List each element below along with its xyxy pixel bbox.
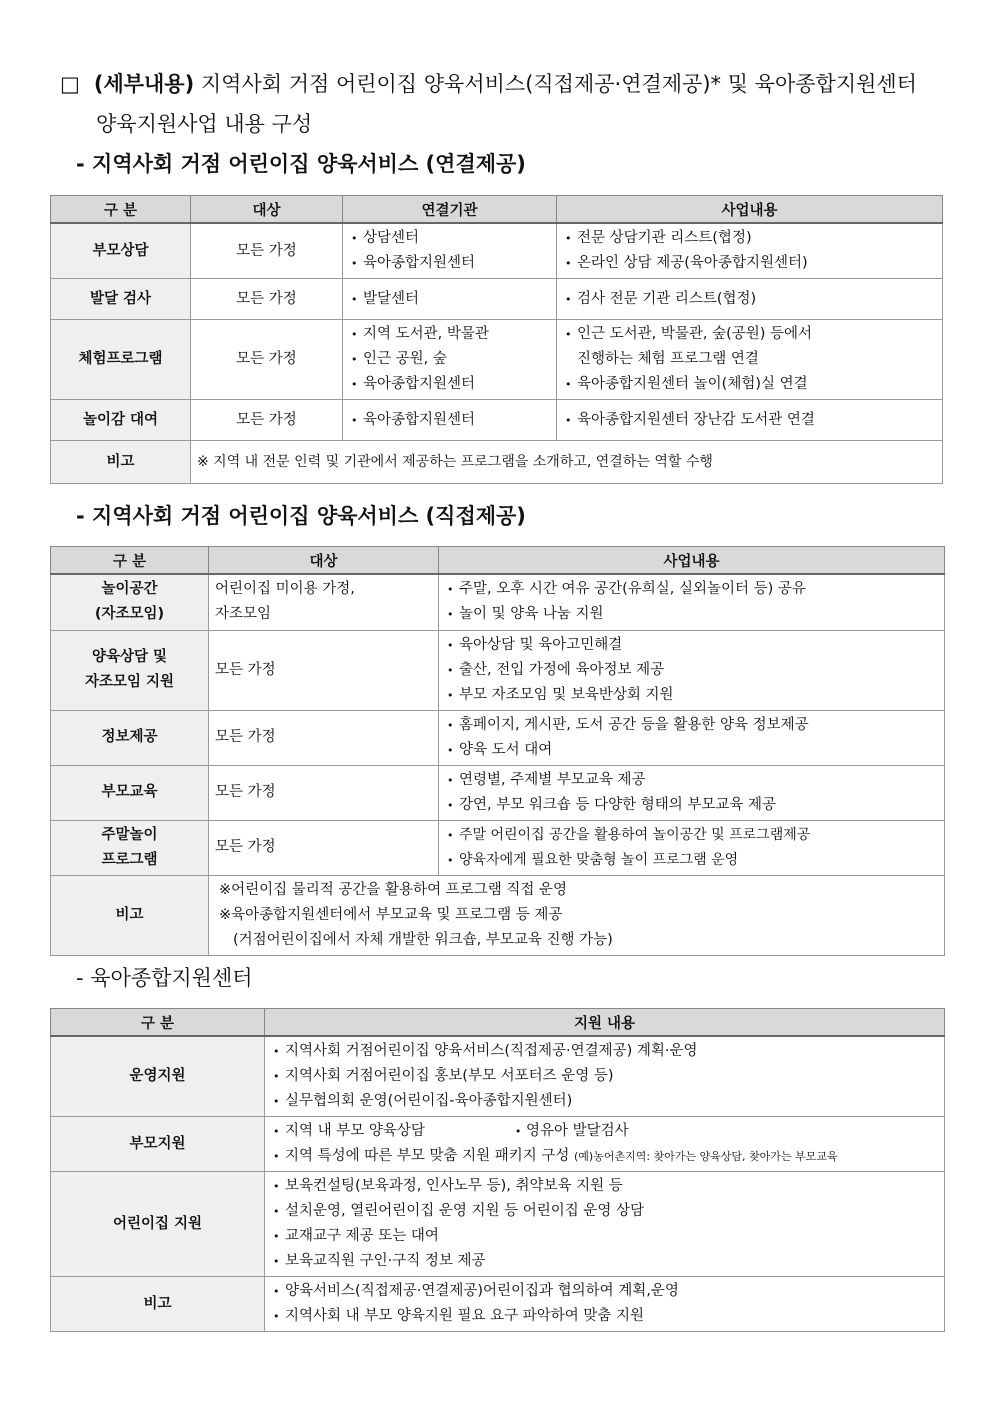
col-header-content: 사업내용: [439, 547, 945, 575]
row-orgs: [343, 320, 557, 400]
col-header-category: 구 분: [51, 547, 209, 575]
row-content: [557, 320, 943, 400]
row-orgs: [343, 223, 557, 279]
list-item: • 상담센터: [349, 226, 550, 251]
intro-label: (세부내용): [93, 72, 195, 96]
row-content: [265, 1172, 945, 1277]
row-label-line: (자조모임): [94, 606, 165, 623]
row-label: 부모교육: [51, 765, 209, 820]
row-label: 부모상담: [51, 223, 191, 279]
row-label: 어린이집 지원: [51, 1172, 265, 1277]
section-title-direct: - 지역사회 거점 어린이집 양육서비스 (직접제공): [76, 504, 526, 528]
row-target: 모든 가정: [209, 820, 439, 875]
col-header-content: 사업내용: [557, 196, 943, 224]
row-target-line: 자조모임: [215, 606, 272, 623]
list-item-text: 지역 특성에 따른 부모 맞춤 지원 패키지 구성: [285, 1148, 570, 1164]
row-label-line: 양육상담 및: [91, 649, 168, 665]
list-item: • 발달센터: [349, 287, 550, 312]
childcare-center-table: [50, 1008, 945, 1332]
intro-line-2: 양육지원사업 내용 구성: [96, 112, 313, 136]
row-target: 모든 가정: [209, 710, 439, 765]
list-item: • 인근 공원, 숲: [349, 347, 550, 372]
checkbox-bullet-icon: □: [60, 72, 80, 96]
row-content: [265, 1277, 945, 1332]
row-target: 모든 가정: [209, 630, 439, 710]
table-row: [51, 1036, 945, 1117]
table-note-row: [51, 875, 945, 955]
row-target-line: 어린이집 미이용 가정,: [215, 581, 355, 598]
col-header-category: 구 분: [51, 1009, 265, 1037]
list-item: • 육아종합지원센터: [349, 372, 550, 397]
row-target: 모든 가정: [191, 400, 343, 441]
list-item: • 육아종합지원센터 장난감 도서관 연결: [563, 408, 936, 433]
list-item: • 육아종합지원센터 놀이(체험)실 연결: [563, 372, 936, 397]
list-item: • 실무협의회 운영(어린이집-육아종합지원센터): [271, 1089, 938, 1114]
table-row: [51, 765, 945, 820]
table-row: [51, 710, 945, 765]
table-note-row: [51, 441, 943, 484]
table-row: [51, 630, 945, 710]
table-row: [51, 1172, 945, 1277]
list-item: • 홈페이지, 게시판, 도서 공간 등을 활용한 양육 정보제공: [445, 713, 938, 738]
list-item: • 보육교직원 구인·구직 정보 제공: [271, 1249, 938, 1274]
row-label: 정보제공: [51, 710, 209, 765]
list-item: • 육아종합지원센터: [349, 408, 550, 433]
list-item: • 부모 자조모임 및 보육반상회 지원: [445, 683, 938, 708]
row-target: 모든 가정: [209, 765, 439, 820]
intro-paragraph: [60, 64, 950, 144]
table-row: [51, 320, 943, 400]
row-content: [557, 223, 943, 279]
table-row: [51, 1117, 945, 1172]
list-item: • 출산, 전입 가정에 육아정보 제공: [445, 658, 938, 683]
row-label-line: 주말놀이: [101, 826, 158, 843]
row-content: [439, 820, 945, 875]
list-item: • 지역사회 내 부모 양육지원 필요 요구 파악하여 맞춤 지원: [271, 1304, 938, 1329]
col-header-org: 연결기관: [343, 196, 557, 224]
note-label: 비고: [51, 441, 191, 484]
table-row: [51, 574, 945, 630]
row-label: 운영지원: [51, 1036, 265, 1117]
section-title-linked: - 지역사회 거점 어린이집 양육서비스 (연결제공): [76, 152, 526, 176]
note-label: 비고: [51, 875, 209, 955]
list-item-text: 지역 내 부모 양육상담: [285, 1123, 425, 1139]
example-note: (예)농어촌지역: 찾아가는 양육상담, 찾아가는 부모교육: [574, 1150, 838, 1163]
col-header-category: 구 분: [51, 196, 191, 224]
note-text: [209, 875, 945, 955]
list-item: • 주말 어린이집 공간을 활용하여 놀이공간 및 프로그램제공: [445, 823, 938, 848]
row-label-line: 놀이공간: [101, 581, 158, 598]
table-row: [51, 820, 945, 875]
row-label: [51, 630, 209, 710]
list-item: • 인근 도서관, 박물관, 숲(공원) 등에서: [563, 322, 936, 347]
note-text: ※ 지역 내 전문 인력 및 기관에서 제공하는 프로그램을 소개하고, 연결하는 역할 수행: [191, 441, 943, 484]
intro-text: 지역사회 거점 어린이집 양육서비스(직접제공·연결제공)* 및 육아종합지원센터: [200, 72, 917, 96]
row-content: [439, 630, 945, 710]
row-label: 부모지원: [51, 1117, 265, 1172]
table-header-row: [51, 1009, 945, 1037]
row-target: 모든 가정: [191, 223, 343, 279]
list-item: • 주말, 오후 시간 여유 공간(유희실, 실외놀이터 등) 공유: [445, 577, 938, 602]
list-item: • 놀이 및 양육 나눔 지원: [445, 602, 938, 627]
list-item: • 지역사회 거점어린이집 양육서비스(직접제공·연결제공) 계획·운영: [271, 1039, 938, 1064]
row-content: [265, 1117, 945, 1172]
list-item-continued: 진행하는 체험 프로그램 연결: [577, 351, 759, 367]
list-item: • 온라인 상담 제공(육아종합지원센터): [563, 251, 936, 276]
direct-service-table: [50, 546, 945, 956]
table-row: [51, 279, 943, 320]
row-content: [439, 765, 945, 820]
note-line: (거점어린이집에서 자체 개발한 워크숍, 부모교육 진행 가능): [233, 931, 613, 948]
table-header-row: [51, 196, 943, 224]
note-line: ※어린이집 물리적 공간을 활용하여 프로그램 직접 운영: [219, 881, 567, 898]
row-content: [439, 574, 945, 630]
list-item: • 지역사회 거점어린이집 홍보(부모 서포터즈 운영 등): [271, 1064, 938, 1089]
table-row: [51, 1277, 945, 1332]
row-target: 모든 가정: [191, 279, 343, 320]
row-content: [557, 279, 943, 320]
list-item: [271, 1144, 938, 1169]
list-item: • 전문 상담기관 리스트(협정): [563, 226, 936, 251]
row-target: 모든 가정: [191, 320, 343, 400]
list-item: [271, 1119, 938, 1144]
bullet-icon: •: [514, 1125, 522, 1138]
row-content: [439, 710, 945, 765]
row-label-line: 프로그램: [101, 851, 158, 868]
list-item: • 육아종합지원센터: [349, 251, 550, 276]
list-item: • 양육서비스(직접제공·연결제공)어린이집과 협의하여 계획,운영: [271, 1279, 938, 1304]
row-label: 체험프로그램: [51, 320, 191, 400]
note-line: ※육아종합지원센터에서 부모교육 및 프로그램 등 제공: [219, 906, 563, 923]
col-header-target: 대상: [209, 547, 439, 575]
row-orgs: [343, 279, 557, 320]
list-item: • 강연, 부모 워크숍 등 다양한 형태의 부모교육 제공: [445, 793, 938, 818]
list-item: • 연령별, 주제별 부모교육 제공: [445, 768, 938, 793]
row-label: [51, 820, 209, 875]
table-header-row: [51, 547, 945, 575]
table-row: [51, 223, 943, 279]
row-content: [557, 400, 943, 441]
row-target: [209, 574, 439, 630]
row-label: 발달 검사: [51, 279, 191, 320]
row-orgs: [343, 400, 557, 441]
table-row: [51, 400, 943, 441]
list-item: • 양육 도서 대여: [445, 738, 938, 763]
row-label: 비고: [51, 1277, 265, 1332]
list-item: • 육아상담 및 육아고민해결: [445, 633, 938, 658]
row-content: [265, 1036, 945, 1117]
intro-line-1: [60, 64, 950, 104]
row-label: [51, 574, 209, 630]
list-item: • 양육자에게 필요한 맞춤형 놀이 프로그램 운영: [445, 848, 938, 873]
list-item: • 지역 도서관, 박물관: [349, 322, 550, 347]
list-item: • 교재교구 제공 또는 대여: [271, 1224, 938, 1249]
list-item: • 검사 전문 기관 리스트(협정): [563, 287, 936, 312]
section-title-center: - 육아종합지원센터: [76, 966, 253, 990]
list-item-text: 영유아 발달검사: [526, 1123, 629, 1139]
col-header-content: 지원 내용: [265, 1009, 945, 1037]
list-item: • 보육컨설팅(보육과정, 인사노무 등), 취약보육 지원 등: [271, 1174, 938, 1199]
col-header-target: 대상: [191, 196, 343, 224]
row-label: 놀이감 대여: [51, 400, 191, 441]
row-label-line: 자조모임 지원: [84, 674, 175, 690]
linked-service-table: [50, 195, 943, 484]
list-item: • 설치운영, 열린어린이집 운영 지원 등 어린이집 운영 상담: [271, 1199, 938, 1224]
